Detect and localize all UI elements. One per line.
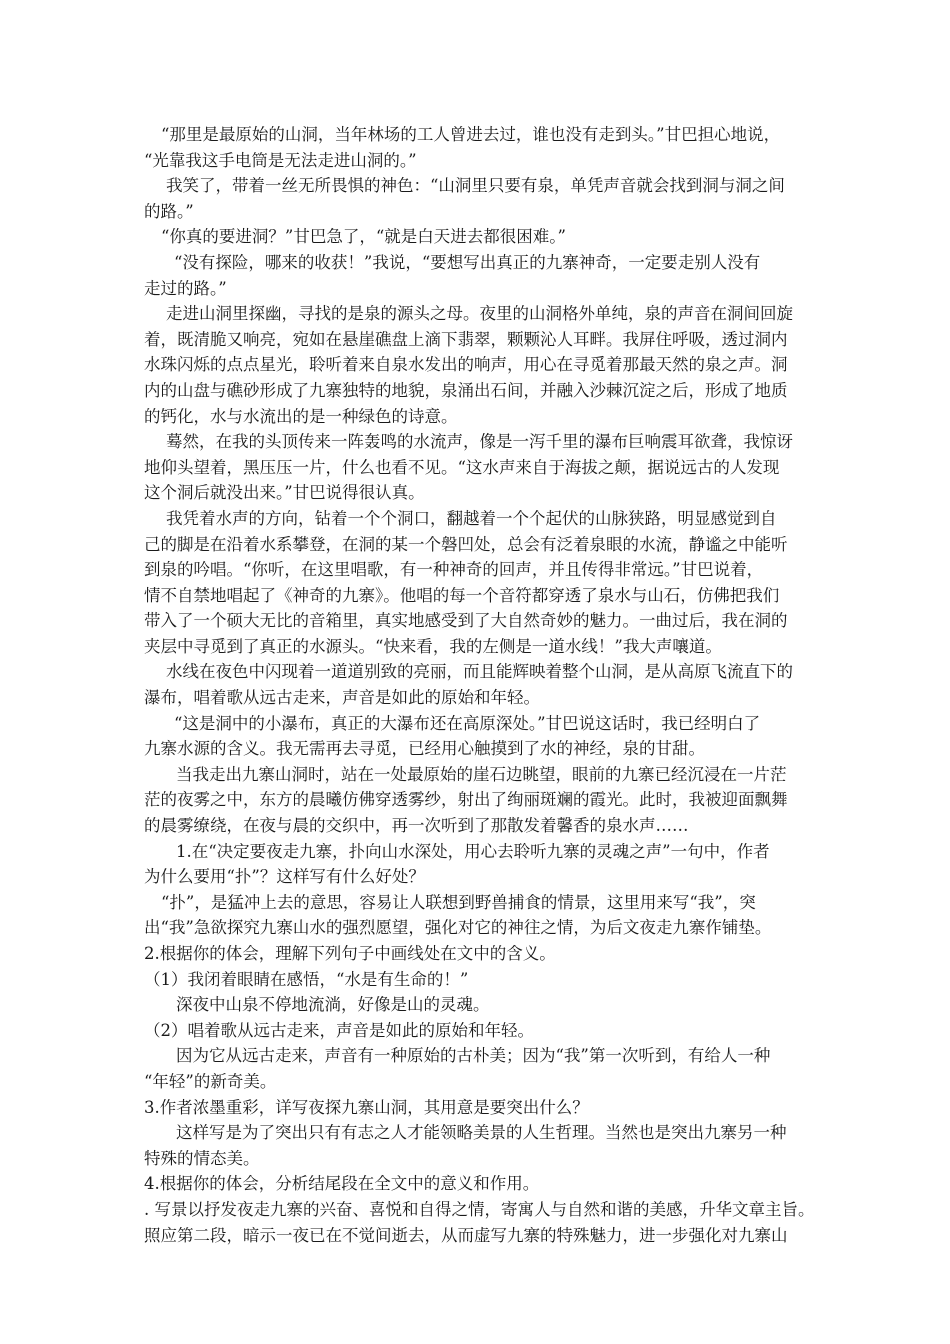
text-line: 的晨雾缭绕，在夜与晨的交织中，再一次听到了那散发着馨香的泉水声…… xyxy=(144,816,689,836)
text-line: 这样写是为了突出只有有志之人才能领略美景的人生哲理。当然也是突出九寨另一种 xyxy=(176,1123,787,1143)
text-line: . 写景以抒发夜走九寨的兴奋、喜悦和自得之情，寄寓人与自然和谐的美感，升华文章主旨。 xyxy=(144,1199,815,1219)
text-line: 出“我”急欲探究九寨山水的强烈愿望，强化对它的神往之情，为后文夜走九寨作铺垫。 xyxy=(144,918,772,938)
text-line: 水线在夜色中闪现着一道道别致的亮丽，而且能辉映着整个山洞，是从高原飞流直下的 xyxy=(166,662,793,682)
text-line: 九寨水源的含义。我无需再去寻觅，已经用心触摸到了水的神经，泉的甘甜。 xyxy=(144,739,705,759)
text-line: （2）唱着歌从远古走来，声音是如此的原始和年轻。 xyxy=(144,1020,534,1040)
text-line: 我凭着水声的方向，钻着一个个洞口，翻越着一个个起伏的山脉狭路，明显感觉到自 xyxy=(166,508,777,528)
text-line: 内的山盘与礁砂形成了九寨独特的地貌，泉涌出石间，并融入沙棘沉淀之后，形成了地质 xyxy=(144,380,788,400)
text-line: 到泉的吟唱。“你听，在这里唱歌，有一种神奇的回声，并且传得非常远。”甘巴说着， xyxy=(144,560,764,580)
text-line: 因为它从远古走来，声音有一种原始的古朴美；因为“我”第一次听到，有给人一种 xyxy=(176,1046,771,1066)
text-line: （1）我闭着眼睛在感悟，“水是有生命的！” xyxy=(144,969,469,989)
text-line: 这个洞后就没出来。”甘巴说得很认真。 xyxy=(144,483,425,503)
text-line: “没有探险，哪来的收获！”我说，“要想写出真正的九寨神奇，一定要走别人没有 xyxy=(174,252,761,272)
text-line: 4.根据你的体会，分析结尾段在全文中的意义和作用。 xyxy=(144,1174,540,1194)
text-line: 特殊的情态美。 xyxy=(144,1148,260,1168)
text-line: 3.作者浓墨重彩，详写夜探九寨山洞，其用意是要突出什么？ xyxy=(144,1097,589,1117)
text-line: “扑”，是猛冲上去的意思，容易让人联想到野兽捕食的情景，这里用来写“我”，突 xyxy=(161,892,756,912)
text-line: 茫的夜雾之中，东方的晨曦仿佛穿透雾纱，射出了绚丽斑斓的霞光。此时，我被迎面飘舞 xyxy=(144,790,788,810)
text-line: 为什么要用“扑”？这样写有什么好处？ xyxy=(144,867,425,887)
text-line: 照应第二段，暗示一夜已在不觉间逝去，从而虚写九寨的特殊魅力，进一步强化对九寨山 xyxy=(144,1225,788,1245)
text-line: “那里是最原始的山洞，当年林场的工人曾进去过，谁也没有走到头。”甘巴担心地说， xyxy=(161,125,781,144)
text-line: “你真的要进洞？”甘巴急了，“就是白天进去都很困难。” xyxy=(161,227,566,247)
text-line: 的路。” xyxy=(144,201,194,221)
text-line: 着，既清脆又响亮，宛如在悬崖礁盘上滴下翡翠，颗颗沁人耳畔。我屏住呼吸，透过洞内 xyxy=(144,329,788,349)
text-line: 瀑布，唱着歌从远古走来，声音是如此的原始和年轻。 xyxy=(144,688,540,708)
text-line: 走过的路。” xyxy=(144,278,227,298)
text-line: 地仰头望着，黑压压一片，什么也看不见。“这水声来自于海拔之颠，据说远古的人发现 xyxy=(144,457,780,477)
text-line: “这是洞中的小瀑布，真正的大瀑布还在高原深处。”甘巴说这话时，我已经明白了 xyxy=(174,713,761,733)
text-line: 夹层中寻觅到了真正的水源头。“快来看，我的左侧是一道水线！”我大声嚷道。 xyxy=(144,636,722,656)
text-line: “光靠我这手电筒是无法走进山洞的。” xyxy=(144,150,417,170)
text-line: 我笑了，带着一丝无所畏惧的神色：“山洞里只要有泉，单凭声音就会找到洞与洞之间 xyxy=(166,176,785,196)
text-line: 带入了一个硕大无比的音箱里，真实地感受到了大自然奇妙的魅力。一曲过后，我在洞的 xyxy=(144,611,788,631)
text-line: 深夜中山泉不停地流淌，好像是山的灵魂。 xyxy=(176,995,490,1015)
text-line: 己的脚是在沿着水系攀登，在洞的某一个磐凹处，总会有泛着泉眼的水流，静谧之中能听 xyxy=(144,534,788,554)
text-line: 的钙化，水与水流出的是一种绿色的诗意。 xyxy=(144,406,458,426)
text-line: 水珠闪烁的点点星光，聆听着来自泉水发出的响声，用心在寻觅着那最天然的泉之声。洞 xyxy=(144,355,788,375)
text-line: 走进山洞里探幽，寻找的是泉的源头之母。夜里的山洞格外单纯，泉的声音在洞间回旋 xyxy=(166,304,793,324)
text-line: 蓦然，在我的头顶传来一阵轰鸣的水流声，像是一泻千里的瀑布巨响震耳欲聋，我惊讶 xyxy=(166,432,793,452)
text-line: 1.在“决定要夜走九寨，扑向山水深处，用心去聆听九寨的灵魂之声”一句中，作者 xyxy=(176,841,770,861)
text-line: 2.根据你的体会，理解下列句子中画线处在文中的含义。 xyxy=(144,944,556,963)
text-line: 当我走出九寨山洞时，站在一处最原始的崖石边眺望，眼前的九寨已经沉浸在一片茫 xyxy=(176,764,787,784)
text-line: “年轻”的新奇美。 xyxy=(144,1071,277,1091)
text-line: 情不自禁地唱起了《神奇的九寨》。他唱的每一个音符都穿透了泉水与山石，仿佛把我们 xyxy=(144,585,780,605)
